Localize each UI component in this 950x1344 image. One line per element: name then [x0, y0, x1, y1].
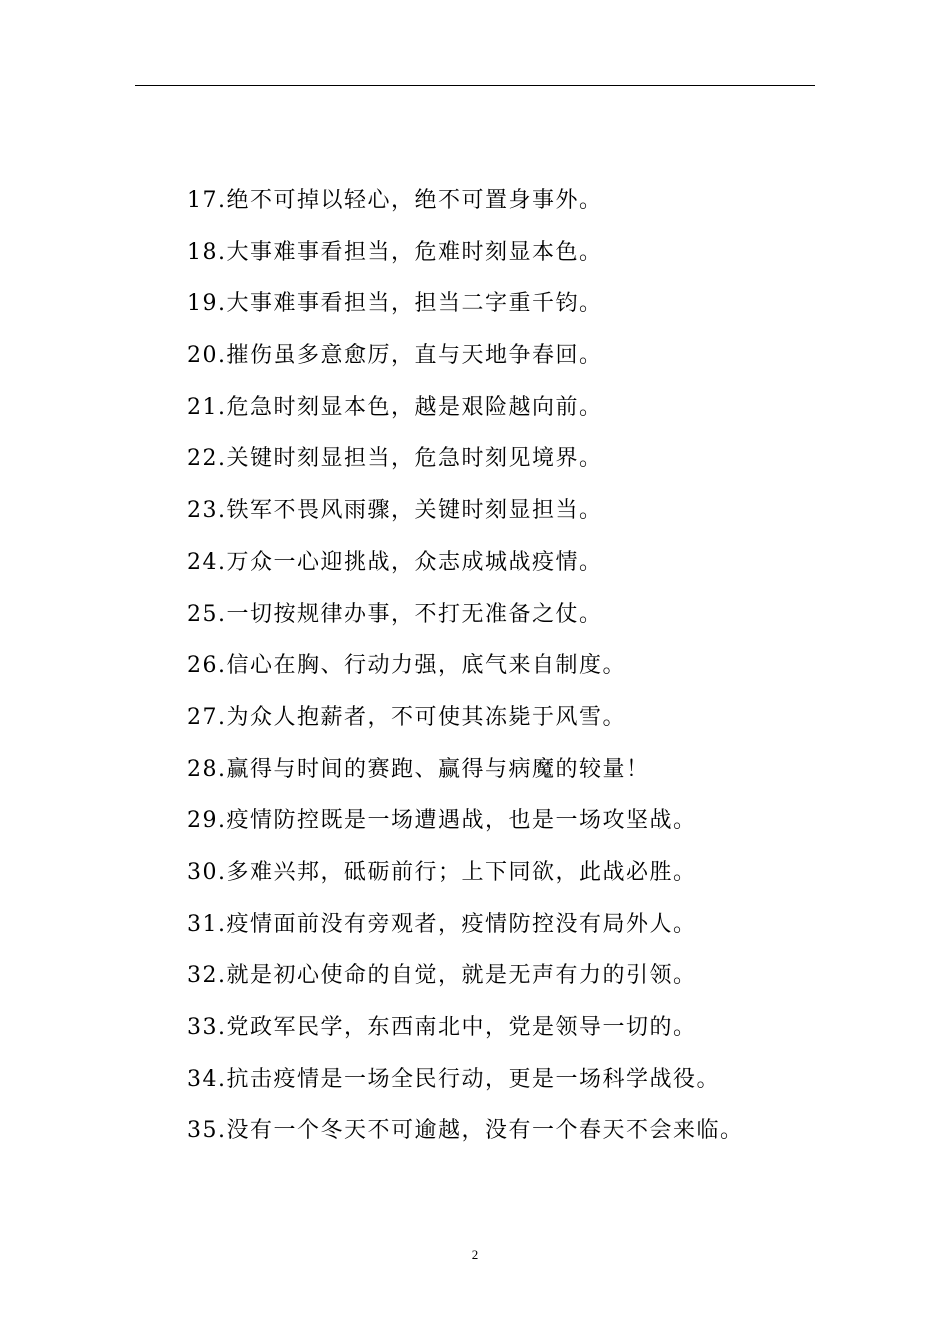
list-item: 35.没有一个冬天不可逾越，没有一个春天不会来临。 — [187, 1118, 744, 1144]
list-item: 19.大事难事看担当，担当二字重千钧。 — [187, 291, 603, 317]
list-item: 22.关键时刻显担当，危急时刻见境界。 — [187, 446, 603, 472]
list-item: 17.绝不可掉以轻心，绝不可置身事外。 — [187, 188, 603, 213]
page-number: 2 — [471, 1247, 479, 1262]
list-item: 33.党政军民学，东西南北中，党是领导一切的。 — [187, 1015, 697, 1040]
list-item: 32.就是初心使命的自觉，就是无声有力的引领。 — [187, 963, 697, 989]
list-item: 18.大事难事看担当，危难时刻显本色。 — [187, 239, 603, 265]
list-item: 31.疫情面前没有旁观者，疫情防控没有局外人。 — [187, 911, 697, 937]
list-item: 26.信心在胸、行动力强，底气来自制度。 — [187, 653, 626, 679]
list-item: 34.抗击疫情是一场全民行动，更是一场科学战役。 — [187, 1066, 720, 1092]
slogan-list — [187, 183, 744, 1165]
list-item: 20.摧伤虽多意愈厉，直与天地争春回。 — [187, 343, 603, 369]
list-item: 25.一切按规律办事，不打无准备之仗。 — [187, 601, 603, 627]
list-item: 28.赢得与时间的赛跑、赢得与病魔的较量！ — [187, 756, 650, 782]
list-item: 27.为众人抱薪者，不可使其冻毙于风雪。 — [187, 704, 626, 730]
list-item: 24.万众一心迎挑战，众志成城战疫情。 — [187, 549, 603, 575]
list-item: 30.多难兴邦，砥砺前行；上下同欲，此战必胜。 — [187, 859, 697, 885]
list-item: 23.铁军不畏风雨骤，关键时刻显担当。 — [187, 498, 603, 524]
header-rule — [135, 85, 815, 86]
list-item: 21.危急时刻显本色，越是艰险越向前。 — [187, 394, 603, 420]
list-item: 29.疫情防控既是一场遭遇战，也是一场攻坚战。 — [187, 808, 697, 834]
